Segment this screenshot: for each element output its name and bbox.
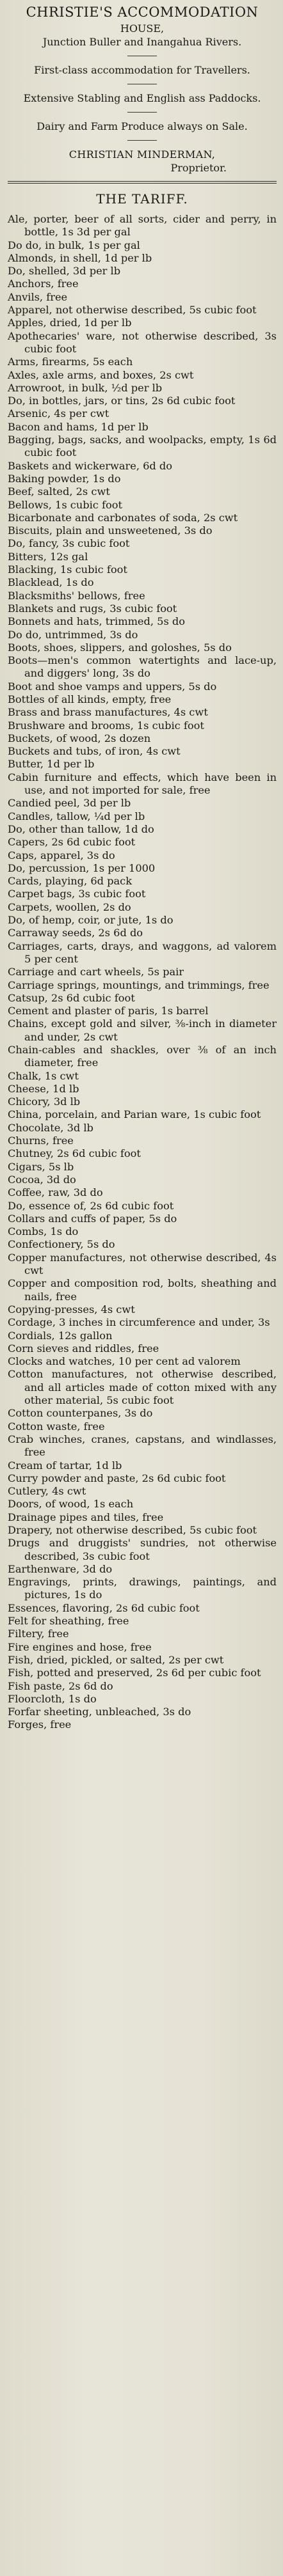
tariff-entry: Felt for sheathing, free: [8, 1615, 129, 1628]
tariff-entry: Fish, potted and preserved, 2s 6d per cubic foot: [8, 1667, 261, 1679]
tariff-entry: Cotton manufactures, not otherwise described, and all articles made of cotton mixed with any other material, 5s cubic foot: [8, 1368, 277, 1407]
tariff-entry: Engravings, prints, drawings, paintings, and pictures, 1s do: [8, 1576, 277, 1601]
tariff-entry: Do, in bottles, jars, or tins, 2s 6d cubic foot: [8, 395, 236, 407]
tariff-entry: Chutney, 2s 6d cubic foot: [8, 1147, 141, 1160]
advert-location: Junction Buller and Inangahua Rivers.: [42, 36, 242, 48]
tariff-entry: Anvils, free: [8, 290, 68, 303]
proprietor-name: CHRISTIAN MINDERMAN,: [69, 148, 216, 161]
tariff-entry: Copper and composition rod, bolts, sheathing and nails, free: [8, 1277, 277, 1303]
tariff-entry: Bonnets and hats, trimmed, 5s do: [8, 615, 186, 628]
tariff-entry: Drapery, not otherwise described, 5s cubic foot: [8, 1523, 257, 1536]
tariff-entry: China, porcelain, and Parian ware, 1s cubic foot: [8, 1108, 261, 1121]
tariff-entry: Carriage and cart wheels, 5s pair: [8, 966, 184, 978]
tariff-entry: Coffee, raw, 3d do: [8, 1186, 103, 1199]
tariff-entry: Doors, of wood, 1s each: [8, 1498, 134, 1511]
tariff-entry: Confectionery, 5s do: [8, 1238, 115, 1251]
tariff-entry: Ale, porter, beer of all sorts, cider and perry, in bottle, 1s 3d per gal: [8, 213, 277, 239]
tariff-entry: Capers, 2s 6d cubic foot: [8, 836, 136, 849]
tariff-entry: Butter, 1d per lb: [8, 758, 95, 771]
tariff-entry: Do, shelled, 3d per lb: [8, 265, 121, 278]
tariff-entry: Bottles of all kinds, empty, free: [8, 693, 172, 705]
tariff-entry: Almonds, in shell, 1d per lb: [8, 251, 152, 264]
tariff-entry: Bellows, 1s cubic foot: [8, 498, 123, 511]
tariff-entry: Do do, in bulk, 1s per gal: [8, 239, 140, 251]
tariff-entry: Crab winches, cranes, capstans, and windlasses, free: [8, 1433, 277, 1459]
tariff-entry: Chain-cables and shackles, over ⅜ of an inch diameter, free: [8, 1044, 277, 1069]
tariff-entry: Blacklead, 1s do: [8, 576, 94, 589]
tariff-entry: Combs, 1s do: [8, 1225, 79, 1238]
tariff-entry: Bacon and hams, 1d per lb: [8, 420, 149, 433]
tariff-entry: Chains, except gold and silver, ⅜-inch in diameter and under, 2s cwt: [8, 1017, 277, 1043]
advert-divider: [127, 112, 157, 113]
tariff-list: [8, 213, 277, 1732]
tariff-entry: Brass and brass manufactures, 4s cwt: [8, 706, 208, 719]
tariff-entry: Forges, free: [8, 1718, 72, 1731]
tariff-entry: Brushware and brooms, 1s cubic foot: [8, 719, 204, 732]
tariff-entry: Baking powder, 1s do: [8, 472, 121, 485]
tariff-entry: Blacking, 1s cubic foot: [8, 563, 127, 576]
tariff-entry: Carpets, woollen, 2s do: [8, 900, 131, 913]
tariff-entry: Cutlery, 4s cwt: [8, 1485, 86, 1498]
tariff-entry: Fish, dried, pickled, or salted, 2s per cwt: [8, 1653, 224, 1666]
tariff-entry: Apparel, not otherwise described, 5s cubic foot: [8, 304, 257, 317]
tariff-entry: Bagging, bags, sacks, and woolpacks, empty, 1s 6d cubic foot: [8, 434, 277, 459]
tariff-entry: Boots—men's common watertights and lace-up, and diggers' long, 3s do: [8, 654, 277, 680]
tariff-entry: Baskets and wickerware, 6d do: [8, 459, 173, 472]
tariff-entry: Boots, shoes, slippers, and goloshes, 5s do: [8, 641, 232, 654]
tariff-entry: Cordage, 3 inches in circumference and under, 3s: [8, 1316, 270, 1329]
tariff-entry: Copper manufactures, not otherwise described, 4s cwt: [8, 1251, 277, 1277]
tariff-entry: Anchors, free: [8, 278, 79, 290]
tariff-entry: Do, fancy, 3s cubic foot: [8, 537, 130, 550]
tariff-entry: Forfar sheeting, unbleached, 3s do: [8, 1706, 191, 1718]
tariff-entry: Cotton waste, free: [8, 1420, 105, 1433]
tariff-entry: Do, other than tallow, 1d do: [8, 822, 154, 835]
tariff-entry: Blankets and rugs, 3s cubic foot: [8, 602, 177, 615]
proprietor-title: Proprietor.: [170, 162, 227, 174]
tariff-entry: Carriages, carts, drays, and waggons, ad valorem 5 per cent: [8, 939, 277, 965]
tariff-entry: Candied peel, 3d per lb: [8, 797, 131, 810]
tariff-entry: Cocoa, 3d do: [8, 1173, 76, 1186]
advert-divider: [127, 140, 157, 141]
advert-title: CHRISTIE'S ACCOMMODATION: [26, 4, 259, 20]
tariff-entry: Bicarbonate and carbonates of soda, 2s cwt: [8, 511, 238, 524]
tariff-entry: Earthenware, 3d do: [8, 1562, 113, 1575]
tariff-entry: Cigars, 5s lb: [8, 1160, 74, 1173]
tariff-entry: Apples, dried, 1d per lb: [8, 317, 132, 329]
tariff-entry: Do, essence of, 2s 6d cubic foot: [8, 1199, 174, 1212]
tariff-entry: Candles, tallow, ¼d per lb: [8, 810, 145, 822]
tariff-entry: Cheese, 1d lb: [8, 1082, 79, 1095]
tariff-entry: Arsenic, 4s per cwt: [8, 407, 109, 420]
tariff-entry: Fish paste, 2s 6d do: [8, 1679, 113, 1692]
tariff-entry: Buckets and tubs, of iron, 4s cwt: [8, 745, 181, 758]
tariff-entry: Copying-presses, 4s cwt: [8, 1303, 135, 1315]
tariff-entry: Cotton counterpanes, 3s do: [8, 1407, 153, 1420]
tariff-entry: Cabin furniture and effects, which have been in use, and not imported for sale, free: [8, 771, 277, 797]
tariff-entry: Chocolate, 3d lb: [8, 1121, 93, 1134]
tariff-entry: Carriage springs, mountings, and trimmings, free: [8, 978, 270, 991]
tariff-entry: Do, of hemp, coir, or jute, 1s do: [8, 914, 174, 927]
tariff-entry: Drugs and druggists' sundries, not otherwise described, 3s cubic foot: [8, 1537, 277, 1562]
tariff-entry: Apothecaries' ware, not otherwise described, 3s cubic foot: [8, 329, 277, 355]
tariff-entry: Axles, axle arms, and boxes, 2s cwt: [8, 368, 194, 381]
tariff-entry: Arms, firearms, 5s each: [8, 356, 133, 368]
tariff-entry: Floorcloth, 1s do: [8, 1692, 97, 1705]
tariff-entry: Buckets, of wood, 2s dozen: [8, 732, 151, 744]
tariff-entry: Cream of tartar, 1d lb: [8, 1459, 122, 1472]
section-divider: [8, 181, 277, 184]
tariff-entry: Churns, free: [8, 1135, 74, 1147]
tariff-entry: Cordials, 12s gallon: [8, 1329, 113, 1342]
tariff-entry: Boot and shoe vamps and uppers, 5s do: [8, 680, 217, 693]
tariff-entry: Biscuits, plain and unsweetened, 3s do: [8, 524, 213, 537]
tariff-entry: Cement and plaster of paris, 1s barrel: [8, 1005, 209, 1017]
tariff-entry: Curry powder and paste, 2s 6d cubic foot: [8, 1472, 226, 1484]
tariff-entry: Do do, untrimmed, 3s do: [8, 628, 138, 641]
tariff-entry: Filtery, free: [8, 1628, 69, 1640]
advert-stabling: Extensive Stabling and English ass Paddocks.: [23, 92, 261, 104]
tariff-entry: Corn sieves and riddles, free: [8, 1342, 159, 1355]
tariff-entry: Blacksmiths' bellows, free: [8, 589, 145, 602]
tariff-entry: Carraway seeds, 2s 6d do: [8, 927, 143, 939]
tariff-entry: Fire engines and hose, free: [8, 1640, 152, 1653]
advert-produce: Dairy and Farm Produce always on Sale.: [36, 120, 248, 132]
tariff-entry: Carpet bags, 3s cubic foot: [8, 888, 146, 900]
tariff-title: THE TARIFF.: [96, 191, 188, 207]
tariff-entry: Bitters, 12s gal: [8, 550, 88, 563]
tariff-entry: Do, percussion, 1s per 1000: [8, 861, 156, 874]
tariff-entry: Essences, flavoring, 2s 6d cubic foot: [8, 1601, 200, 1614]
tariff-entry: Beef, salted, 2s cwt: [8, 485, 110, 498]
tariff-entry: Chalk, 1s cwt: [8, 1069, 79, 1082]
tariff-entry: Caps, apparel, 3s do: [8, 849, 115, 861]
advert-subtitle: HOUSE,: [120, 22, 165, 35]
tariff-entry: Cards, playing, 6d pack: [8, 875, 133, 888]
tariff-entry: Chicory, 3d lb: [8, 1096, 81, 1108]
tariff-entry: Drainage pipes and tiles, free: [8, 1511, 164, 1523]
tariff-entry: Clocks and watches, 10 per cent ad valorem: [8, 1355, 241, 1368]
tariff-entry: Arrowroot, in bulk, ½d per lb: [8, 381, 163, 394]
tariff-entry: Collars and cuffs of paper, 5s do: [8, 1212, 177, 1225]
advert-accommodation: First-class accommodation for Travellers.: [34, 64, 250, 76]
tariff-entry: Catsup, 2s 6d cubic foot: [8, 991, 135, 1004]
